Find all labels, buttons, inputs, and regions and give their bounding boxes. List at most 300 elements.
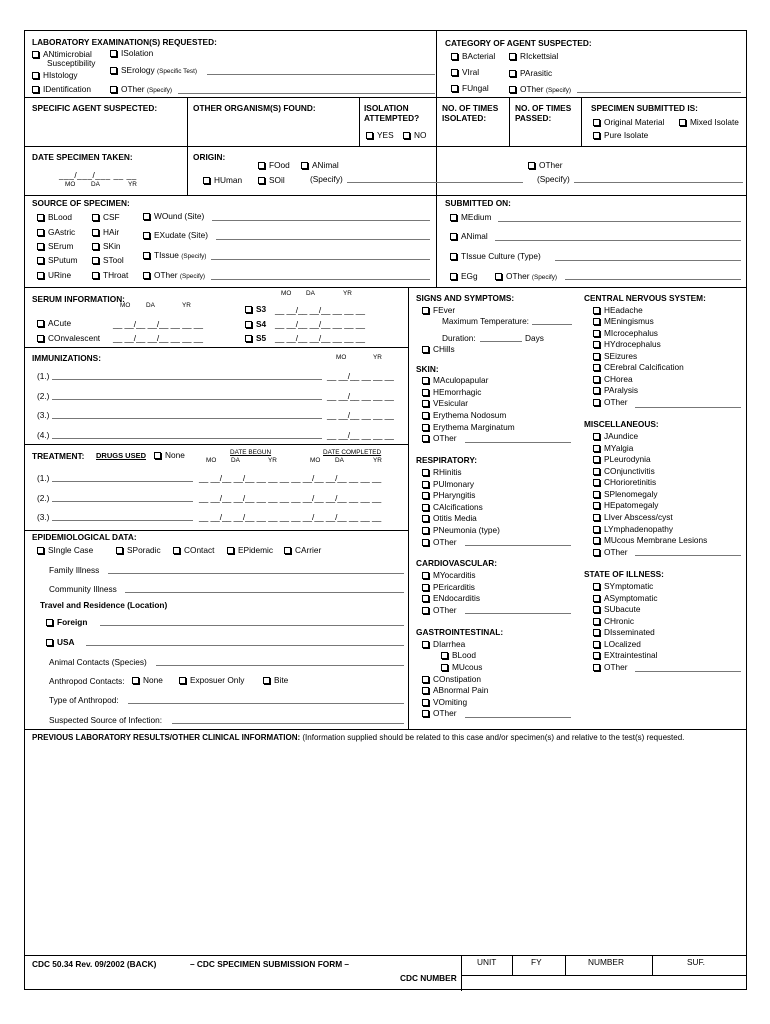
checkbox[interactable] xyxy=(593,583,600,590)
label: ANimal xyxy=(461,231,488,241)
checkbox-extraintestinal[interactable] xyxy=(593,650,658,660)
checkbox-carrier[interactable] xyxy=(284,545,321,555)
checkbox-source-wound[interactable] xyxy=(143,211,204,221)
checkbox-medium[interactable] xyxy=(450,212,491,222)
checkbox-pulmonary[interactable] xyxy=(422,479,474,489)
checkbox[interactable] xyxy=(509,70,516,77)
checkbox[interactable] xyxy=(32,72,39,79)
checkbox-source-stool[interactable] xyxy=(92,255,124,265)
checkbox[interactable] xyxy=(422,539,429,546)
checkbox[interactable] xyxy=(593,629,600,636)
checkbox[interactable] xyxy=(366,132,373,139)
checkbox[interactable] xyxy=(143,232,150,239)
checkbox-hepatomegaly[interactable] xyxy=(593,500,658,510)
checkbox[interactable] xyxy=(451,85,458,92)
checkbox-treatment-none[interactable] xyxy=(154,450,185,460)
animal-contacts-label: Animal Contacts (Species) xyxy=(49,657,147,667)
treatment-3-dates[interactable]: __ __/__ __/__ __ __ __ __ __/__ __/__ __ __ __ xyxy=(199,512,382,522)
state-other-line[interactable] xyxy=(635,671,741,672)
checkbox[interactable] xyxy=(245,321,252,328)
checkbox[interactable] xyxy=(116,547,123,554)
wound-line[interactable] xyxy=(212,220,430,221)
source-other-line[interactable] xyxy=(211,279,430,280)
checkbox-epidemic[interactable] xyxy=(227,545,273,555)
checkbox-source-throat[interactable] xyxy=(92,270,128,280)
checkbox[interactable] xyxy=(422,377,429,384)
checkbox[interactable] xyxy=(422,412,429,419)
label: OTher xyxy=(121,84,145,94)
label: SKin xyxy=(103,241,121,251)
checkbox[interactable] xyxy=(441,664,448,671)
checkbox-cerebral-calcification[interactable] xyxy=(593,362,684,372)
checkbox-submitted-other[interactable] xyxy=(495,271,557,282)
checkbox[interactable] xyxy=(422,584,429,591)
checkbox[interactable] xyxy=(110,67,117,74)
checkbox-s3[interactable] xyxy=(245,304,266,314)
checkbox[interactable] xyxy=(173,547,180,554)
checkbox[interactable] xyxy=(301,162,308,169)
immunization-1-date[interactable]: __ __/__ __ __ __ xyxy=(327,371,394,381)
checkbox[interactable] xyxy=(37,547,44,554)
checkbox[interactable] xyxy=(92,229,99,236)
other-category-line[interactable] xyxy=(577,92,741,93)
label: ACute xyxy=(48,318,72,328)
checkbox-calcifications[interactable] xyxy=(422,502,483,512)
checkbox-splenomegaly[interactable] xyxy=(593,489,658,499)
tissue-line[interactable] xyxy=(211,259,430,260)
type-anthropod-line[interactable] xyxy=(128,703,404,704)
checkbox[interactable] xyxy=(37,243,44,250)
checkbox[interactable] xyxy=(422,307,429,314)
immunization-4-date[interactable]: __ __/__ __ __ __ xyxy=(327,430,394,440)
checkbox-source-tissue[interactable] xyxy=(143,250,206,261)
checkbox[interactable] xyxy=(451,53,458,60)
checkbox-paralysis[interactable] xyxy=(593,385,638,395)
checkbox[interactable] xyxy=(422,492,429,499)
checkbox[interactable] xyxy=(143,213,150,220)
checkbox-fever[interactable] xyxy=(422,305,455,315)
state-title: STATE OF ILLNESS: xyxy=(584,569,664,579)
checkbox[interactable] xyxy=(143,272,150,279)
label: STool xyxy=(103,255,124,265)
exudate-line[interactable] xyxy=(216,239,430,240)
checkbox-s5[interactable] xyxy=(245,333,266,343)
checkbox[interactable] xyxy=(422,389,429,396)
checkbox-serology[interactable] xyxy=(110,65,197,76)
label: Erythema Nodosum xyxy=(433,410,507,420)
checkbox[interactable] xyxy=(593,376,600,383)
checkbox-rickettsial[interactable] xyxy=(509,51,558,61)
misc-other-line[interactable] xyxy=(635,555,741,556)
checkbox[interactable] xyxy=(110,50,117,57)
checkbox[interactable] xyxy=(422,481,429,488)
other-organism-title: OTHER ORGANISM(S) FOUND: xyxy=(193,103,316,113)
checkbox[interactable] xyxy=(37,257,44,264)
checkbox-acute[interactable] xyxy=(37,318,71,328)
suf-label: SUF. xyxy=(687,957,705,967)
checkbox-source-exudate[interactable] xyxy=(143,230,208,240)
checkbox[interactable] xyxy=(422,699,429,706)
previous-results-area[interactable] xyxy=(29,747,741,951)
checkbox[interactable] xyxy=(422,687,429,694)
checkbox-erythema-marginatum[interactable] xyxy=(422,422,515,432)
checkbox-contact[interactable] xyxy=(173,545,214,555)
s5-date-field[interactable]: __ __/__ __/__ __ __ __ xyxy=(275,333,365,343)
checkbox-chronic[interactable] xyxy=(593,616,634,626)
checkbox[interactable] xyxy=(92,243,99,250)
cardio-other-line[interactable] xyxy=(465,613,571,614)
checkbox[interactable] xyxy=(593,341,600,348)
label: ASymptomatic xyxy=(604,593,658,603)
checkbox[interactable] xyxy=(441,652,448,659)
cdc-number-field[interactable] xyxy=(462,976,746,990)
medium-line[interactable] xyxy=(498,221,741,222)
skin-title: SKIN: xyxy=(416,364,439,374)
checkbox[interactable] xyxy=(422,595,429,602)
checkbox[interactable] xyxy=(422,607,429,614)
checkbox-meningismus[interactable] xyxy=(593,316,654,326)
checkbox[interactable] xyxy=(37,214,44,221)
other-exam-line[interactable] xyxy=(178,93,435,94)
checkbox[interactable] xyxy=(528,162,535,169)
checkbox-state-other[interactable] xyxy=(593,662,628,672)
checkbox[interactable] xyxy=(593,330,600,337)
checkbox[interactable] xyxy=(593,514,600,521)
checkbox[interactable] xyxy=(422,435,429,442)
immunization-2-date[interactable]: __ __/__ __ __ __ xyxy=(327,391,394,401)
checkbox[interactable] xyxy=(422,641,429,648)
suspected-source-line[interactable] xyxy=(172,723,404,724)
gi-other-line[interactable] xyxy=(465,717,571,718)
checkbox[interactable] xyxy=(593,618,600,625)
checkbox-original-material[interactable] xyxy=(593,117,664,127)
convalescent-date-field[interactable]: __ __/__ __/__ __ __ __ xyxy=(113,333,203,343)
checkbox-pleurodynia[interactable] xyxy=(593,454,651,464)
checkbox-tissue-culture[interactable] xyxy=(450,251,541,261)
checkbox-human[interactable] xyxy=(203,175,242,185)
checkbox[interactable] xyxy=(593,652,600,659)
checkbox-usa[interactable] xyxy=(46,637,75,647)
treatment-3-line[interactable] xyxy=(52,520,193,521)
checkbox[interactable] xyxy=(593,119,600,126)
checkbox[interactable] xyxy=(422,710,429,717)
checkbox[interactable] xyxy=(593,433,600,440)
checkbox-source-other[interactable] xyxy=(143,270,205,281)
checkbox-pericarditis[interactable] xyxy=(422,582,475,592)
checkbox[interactable] xyxy=(593,526,600,533)
checkbox[interactable] xyxy=(593,318,600,325)
checkbox-egg[interactable] xyxy=(450,271,478,281)
checkbox-constipation[interactable] xyxy=(422,674,481,684)
label: MEdium xyxy=(461,212,492,222)
checkbox-jaundice[interactable] xyxy=(593,431,638,441)
checkbox-histology[interactable] xyxy=(32,70,78,80)
checkbox-exposure-only[interactable] xyxy=(179,675,244,685)
checkbox-microcephalus[interactable] xyxy=(593,328,658,338)
community-illness-line[interactable] xyxy=(125,592,404,593)
checkbox-isolation[interactable] xyxy=(110,48,153,58)
previous-title: PREVIOUS LABORATORY RESULTS/OTHER CLINICAL INFORMATION: xyxy=(32,733,301,742)
origin-specify-line[interactable] xyxy=(347,182,523,183)
usa-line[interactable] xyxy=(86,645,404,646)
immunization-3-line[interactable] xyxy=(52,418,322,419)
animal-contacts-line[interactable] xyxy=(156,665,404,666)
checkbox[interactable] xyxy=(422,527,429,534)
checkbox[interactable] xyxy=(92,257,99,264)
checkbox[interactable] xyxy=(593,641,600,648)
checkbox[interactable] xyxy=(37,320,44,327)
foreign-line[interactable] xyxy=(100,625,404,626)
checkbox-animal-origin[interactable] xyxy=(301,160,339,170)
checkbox-chorioretinitis[interactable] xyxy=(593,477,656,487)
checkbox[interactable] xyxy=(679,119,686,126)
checkbox-pure-isolate[interactable] xyxy=(593,130,648,140)
respiratory-other-line[interactable] xyxy=(465,545,571,546)
checkbox[interactable] xyxy=(593,664,600,671)
checkbox[interactable] xyxy=(450,253,457,260)
checkbox[interactable] xyxy=(245,335,252,342)
checkbox-source-hair[interactable] xyxy=(92,227,119,237)
checkbox[interactable] xyxy=(403,132,410,139)
date-begun-label: DATE BEGUN xyxy=(230,449,272,456)
immunization-3-date[interactable]: __ __/__ __ __ __ xyxy=(327,410,394,420)
checkbox[interactable] xyxy=(593,456,600,463)
checkbox[interactable] xyxy=(37,272,44,279)
label: EPidemic xyxy=(238,545,274,555)
checkbox-soil[interactable] xyxy=(258,175,285,185)
checkbox-localized[interactable] xyxy=(593,639,641,649)
checkbox-headache[interactable] xyxy=(593,305,643,315)
checkbox-rhinitis[interactable] xyxy=(422,467,462,477)
checkbox-sporadic[interactable] xyxy=(116,545,161,555)
checkbox-pharyngitis[interactable] xyxy=(422,490,475,500)
checkbox-disseminated[interactable] xyxy=(593,627,655,637)
checkbox-bacterial[interactable] xyxy=(451,51,495,61)
label: S4 xyxy=(256,319,267,329)
label: TIssue xyxy=(154,250,179,260)
rule xyxy=(565,955,566,975)
label: MEningismus xyxy=(604,316,654,326)
checkbox-anthropod-none[interactable] xyxy=(132,675,163,685)
checkbox[interactable] xyxy=(593,132,600,139)
checkbox-lymphadenopathy[interactable] xyxy=(593,524,673,534)
checkbox-myocarditis[interactable] xyxy=(422,570,476,580)
checkbox-isolation-no[interactable] xyxy=(403,130,426,140)
checkbox-conjunctivitis[interactable] xyxy=(593,466,655,476)
label: NO xyxy=(414,130,427,140)
checkbox[interactable] xyxy=(593,364,600,371)
checkbox[interactable] xyxy=(46,619,53,626)
immunization-2-line[interactable] xyxy=(52,399,322,400)
checkbox-cardio-other[interactable] xyxy=(422,605,457,615)
family-illness-line[interactable] xyxy=(108,573,404,574)
checkbox[interactable] xyxy=(92,214,99,221)
checkbox-skin-other[interactable] xyxy=(422,433,457,443)
checkbox-other-origin[interactable] xyxy=(528,160,563,170)
checkbox[interactable] xyxy=(509,86,516,93)
checkbox[interactable] xyxy=(422,424,429,431)
checkbox[interactable] xyxy=(593,399,600,406)
max-temp-line[interactable] xyxy=(532,324,572,325)
checkbox-source-skin[interactable] xyxy=(92,241,121,251)
checkbox[interactable] xyxy=(422,469,429,476)
immunization-1-line[interactable] xyxy=(52,379,322,380)
checkbox-fungal[interactable] xyxy=(451,83,489,93)
checkbox-erythema-nodosum[interactable] xyxy=(422,410,506,420)
checkbox[interactable] xyxy=(284,547,291,554)
checkbox[interactable] xyxy=(37,229,44,236)
checkbox-abnormal-pain[interactable] xyxy=(422,685,488,695)
treatment-2-dates[interactable]: __ __/__ __/__ __ __ __ __ __/__ __/__ __ __ __ xyxy=(199,493,382,503)
checkbox-endocarditis[interactable] xyxy=(422,593,480,603)
checkbox-symptomatic[interactable] xyxy=(593,581,653,591)
cns-other-line[interactable] xyxy=(635,407,741,408)
checkbox-hemorrhagic[interactable] xyxy=(422,387,481,397)
checkbox[interactable] xyxy=(593,595,600,602)
treatment-1-line[interactable] xyxy=(52,481,193,482)
gastro-title: GASTROINTESTINAL: xyxy=(416,627,504,637)
skin-other-line[interactable] xyxy=(465,442,571,443)
checkbox-source-gastric[interactable] xyxy=(37,227,75,237)
checkbox[interactable] xyxy=(509,53,516,60)
checkbox-source-urine[interactable] xyxy=(37,270,71,280)
checkbox-viral[interactable] xyxy=(451,67,479,77)
checkbox[interactable] xyxy=(593,468,600,475)
s3-date-field[interactable]: __ __/__ __/__ __ __ __ xyxy=(275,305,365,315)
checkbox[interactable] xyxy=(263,677,270,684)
checkbox-source-blood[interactable] xyxy=(37,212,72,222)
checkbox-other-category[interactable] xyxy=(509,84,571,95)
checkbox[interactable] xyxy=(593,537,600,544)
checkbox-respiratory-other[interactable] xyxy=(422,537,457,547)
checkbox-subacute[interactable] xyxy=(593,604,640,614)
treatment-2-line[interactable] xyxy=(52,501,193,502)
checkbox[interactable] xyxy=(450,214,457,221)
immunization-4-line[interactable] xyxy=(52,438,322,439)
checkbox-pneumonia[interactable] xyxy=(422,525,500,535)
acute-date-field[interactable]: __ __/__ __/__ __ __ __ xyxy=(113,319,203,329)
checkbox[interactable] xyxy=(32,51,39,58)
checkbox-s4[interactable] xyxy=(245,319,266,329)
checkbox-hydrocephalus[interactable] xyxy=(593,339,661,349)
checkbox[interactable] xyxy=(32,86,39,93)
checkbox[interactable] xyxy=(593,502,600,509)
checkbox[interactable] xyxy=(422,504,429,511)
checkbox[interactable] xyxy=(593,353,600,360)
checkbox[interactable] xyxy=(422,515,429,522)
checkbox-myalgia[interactable] xyxy=(593,443,633,453)
checkbox-liver-abscess[interactable] xyxy=(593,512,673,522)
checkbox[interactable] xyxy=(495,273,502,280)
checkbox-chills[interactable] xyxy=(422,344,455,354)
checkbox-gi-other[interactable] xyxy=(422,708,457,718)
checkbox-source-serum[interactable] xyxy=(37,241,73,251)
origin-title: ORIGIN: xyxy=(193,152,226,162)
duration-line[interactable] xyxy=(480,341,522,342)
checkbox-isolation-yes[interactable] xyxy=(366,130,394,140)
checkbox-convalescent[interactable] xyxy=(37,333,100,343)
checkbox[interactable] xyxy=(258,162,265,169)
checkbox-maculopapular[interactable] xyxy=(422,375,488,385)
checkbox-source-sputum[interactable] xyxy=(37,255,78,265)
checkbox[interactable] xyxy=(203,177,210,184)
checkbox-other-exam[interactable] xyxy=(110,84,172,95)
checkbox-foreign[interactable] xyxy=(46,617,87,627)
s4-date-field[interactable]: __ __/__ __/__ __ __ __ xyxy=(275,319,365,329)
checkbox-asymptomatic[interactable] xyxy=(593,593,657,603)
checkbox[interactable] xyxy=(132,677,139,684)
origin-other-line[interactable] xyxy=(574,182,743,183)
checkbox[interactable] xyxy=(258,177,265,184)
checkbox[interactable] xyxy=(593,549,600,556)
checkbox-otitis-media[interactable] xyxy=(422,513,477,523)
checkbox[interactable] xyxy=(593,387,600,394)
submitted-animal-line[interactable] xyxy=(495,240,741,241)
checkbox[interactable] xyxy=(245,306,252,313)
checkbox-vomiting[interactable] xyxy=(422,697,467,707)
checkbox-mucous-membrane[interactable] xyxy=(593,535,707,545)
label: IDentification xyxy=(43,84,91,94)
checkbox[interactable] xyxy=(422,400,429,407)
checkbox-submitted-animal[interactable] xyxy=(450,231,488,241)
date-taken-field[interactable]: ___/___/___ __ __ xyxy=(59,170,137,180)
checkbox-mixed-isolate[interactable] xyxy=(679,117,739,127)
checkbox[interactable] xyxy=(46,639,53,646)
checkbox[interactable] xyxy=(593,479,600,486)
checkbox[interactable] xyxy=(593,606,600,613)
checkbox[interactable] xyxy=(422,676,429,683)
checkbox[interactable] xyxy=(422,346,429,353)
checkbox-gi-blood[interactable] xyxy=(441,650,476,660)
treatment-mo: MO xyxy=(206,457,217,464)
checkbox[interactable] xyxy=(154,452,161,459)
checkbox[interactable] xyxy=(422,572,429,579)
checkbox-diarrhea[interactable] xyxy=(422,639,465,649)
submitted-other-line[interactable] xyxy=(565,279,741,280)
checkbox-food[interactable] xyxy=(258,160,290,170)
label: BLood xyxy=(48,212,72,222)
checkbox-source-csf[interactable] xyxy=(92,212,120,222)
label: MYalgia xyxy=(604,443,634,453)
checkbox-seizures[interactable] xyxy=(593,351,637,361)
checkbox-single-case[interactable] xyxy=(37,545,93,555)
checkbox-cns-other[interactable] xyxy=(593,397,628,407)
checkbox[interactable] xyxy=(227,547,234,554)
checkbox-vesicular[interactable] xyxy=(422,398,468,408)
checkbox[interactable] xyxy=(450,233,457,240)
checkbox-bite[interactable] xyxy=(263,675,288,685)
checkbox[interactable] xyxy=(37,335,44,342)
checkbox[interactable] xyxy=(179,677,186,684)
checkbox-identification[interactable] xyxy=(32,84,91,94)
checkbox[interactable] xyxy=(593,307,600,314)
checkbox-misc-other[interactable] xyxy=(593,547,628,557)
checkbox[interactable] xyxy=(593,445,600,452)
tissue-culture-line[interactable] xyxy=(555,260,741,261)
label: CHorioretinitis xyxy=(604,477,657,487)
checkbox-gi-mucous[interactable] xyxy=(441,662,482,672)
checkbox[interactable] xyxy=(110,86,117,93)
checkbox[interactable] xyxy=(593,491,600,498)
checkbox[interactable] xyxy=(450,273,457,280)
serology-line[interactable] xyxy=(207,74,435,75)
checkbox[interactable] xyxy=(451,69,458,76)
checkbox[interactable] xyxy=(143,252,150,259)
checkbox-parasitic[interactable] xyxy=(509,68,552,78)
checkbox-chorea[interactable] xyxy=(593,374,633,384)
checkbox[interactable] xyxy=(92,272,99,279)
treatment-1-dates[interactable]: __ __/__ __/__ __ __ __ __ __/__ __/__ __ __ __ xyxy=(199,473,382,483)
